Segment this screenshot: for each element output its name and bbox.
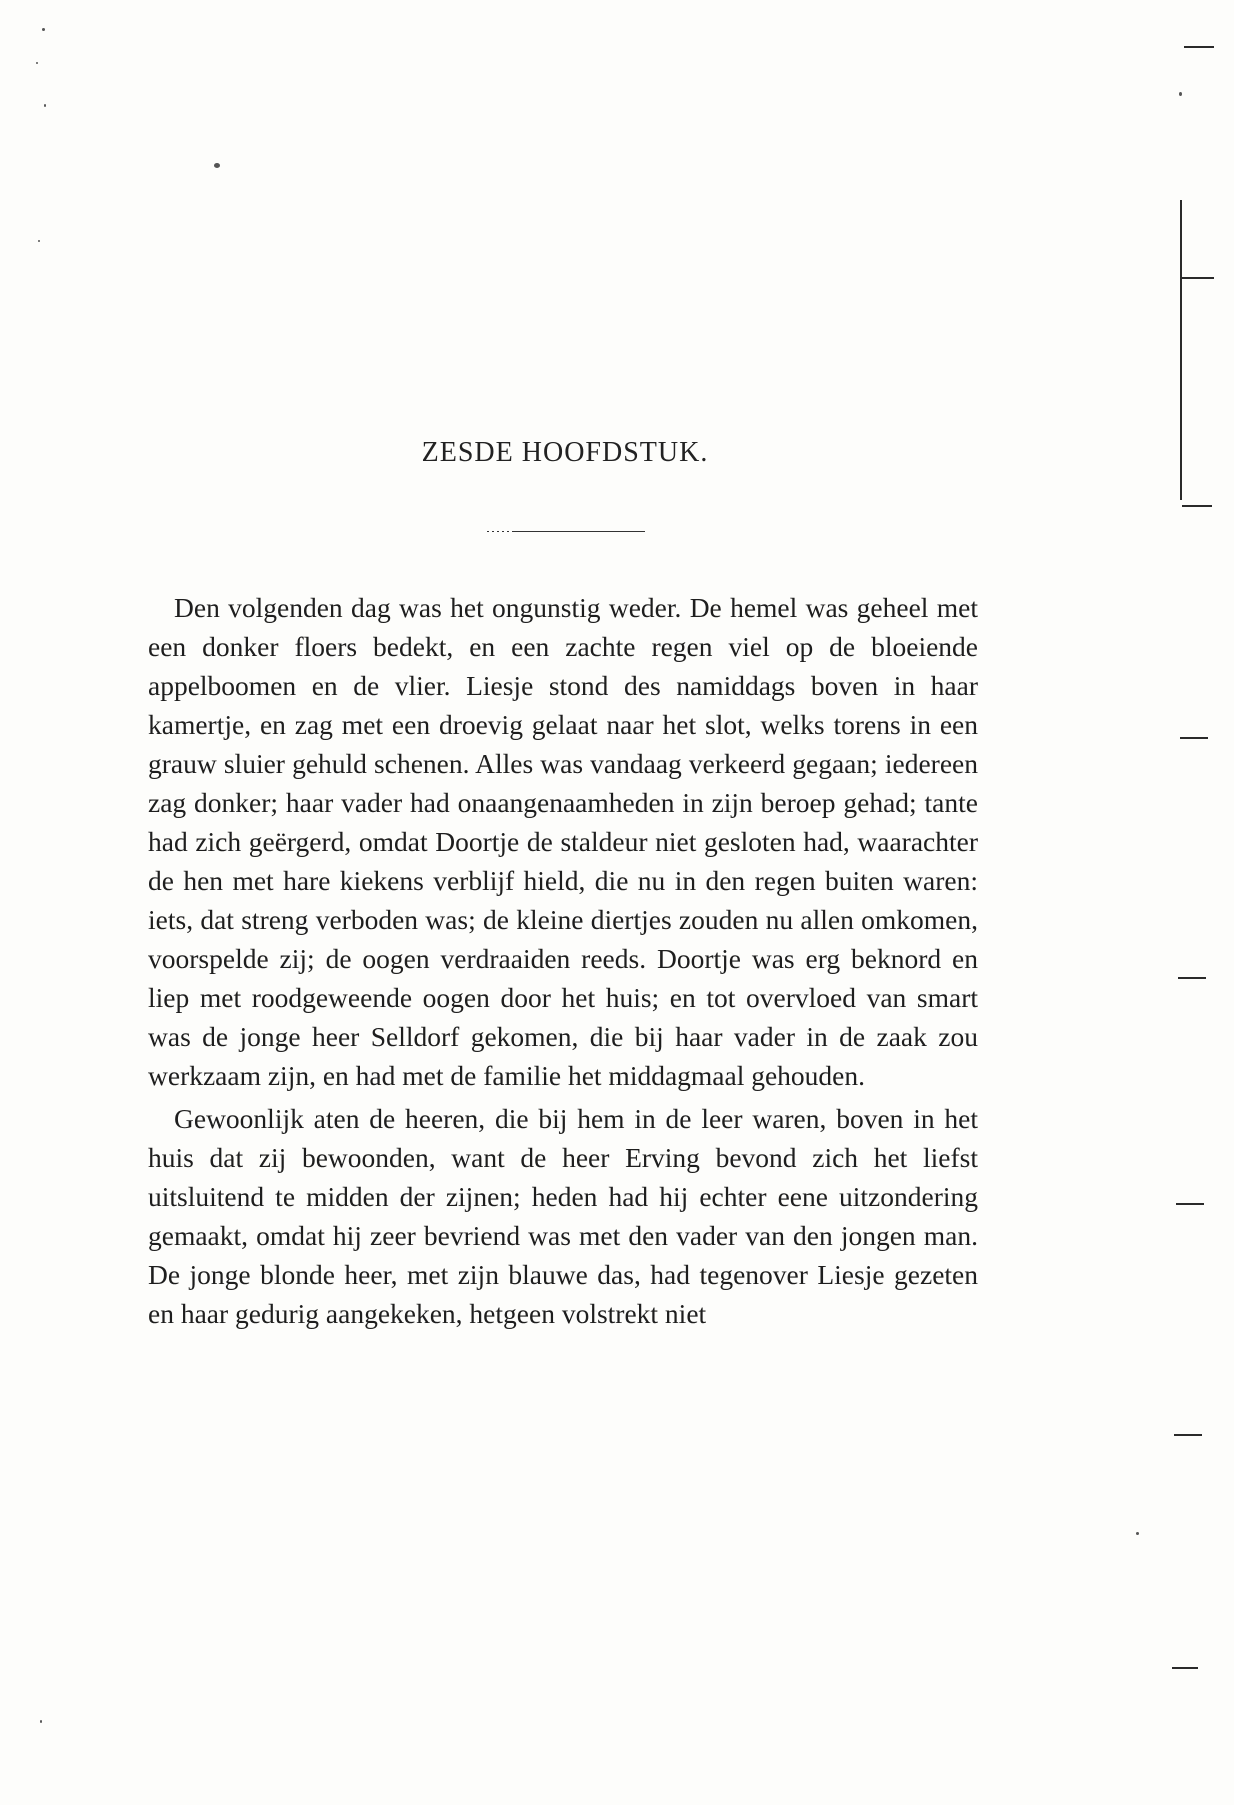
margin-mark	[1178, 977, 1206, 979]
page-speck	[36, 62, 38, 64]
paragraph: Den volgenden dag was het ongunstig weder. De hemel was geheel met een donker floers bedekt, en een zachte regen viel op de bloeiende appelboomen en de vlier. Liesje stond des namiddags boven in haar kamertje, en zag met een droevig gelaat naar het slot, welks torens in een grauw sluier gehuld schenen. Alles was vandaag verkeerd gegaan; iedereen zag donker; haar vader had onaangenaamheden in zijn beroep gehad; tante had zich geërgerd, omdat Doortje de staldeur niet gesloten had, waarachter de hen met hare kiekens verblijf hield, die nu in den regen buiten waren: iets, dat streng verboden was; de kleine diertjes zouden nu allen omkomen, voorspelde zij; de oogen verdraaiden reeds. Doortje was erg beknord en liep met roodgeweende oogen door het huis; en tot overvloed van smart was de jonge heer Selldorf gekomen, die bij haar vader in de zaak zou werkzaam zijn, en had met de familie het middagmaal gehouden.	[148, 592, 978, 1091]
title-rule-dash	[484, 531, 512, 532]
margin-mark	[1182, 277, 1214, 279]
chapter-title: ZESDE HOOFDSTUK.	[421, 437, 709, 468]
page-speck	[1179, 92, 1182, 96]
margin-mark	[1174, 1434, 1202, 1436]
margin-mark	[1180, 737, 1208, 739]
page-speck	[38, 240, 40, 242]
page-speck	[214, 163, 220, 168]
paragraph: Gewoonlijk aten de heeren, die bij hem in de leer waren, boven in het huis dat zij bewoonden, want de heer Erving bevond zich het liefst uitsluitend te midden der zijnen; heden had hij echter eene uitzondering gemaakt, omdat hij zeer bevriend was met den vader van den jongen man. De jonge blonde heer, met zijn blauwe das, had tegenover Liesje gezeten en haar gedurig aangekeken, hetgeen volstrekt niet	[148, 1103, 978, 1329]
margin-bar	[1180, 200, 1182, 500]
margin-mark	[1172, 1667, 1198, 1669]
margin-mark	[1182, 505, 1212, 507]
margin-mark	[1176, 1203, 1204, 1205]
page-speck	[44, 104, 46, 107]
page-speck	[42, 28, 45, 31]
page-speck	[1136, 1532, 1139, 1535]
page-speck	[40, 1720, 42, 1723]
margin-mark	[1184, 46, 1214, 48]
body-text	[148, 588, 978, 1333]
